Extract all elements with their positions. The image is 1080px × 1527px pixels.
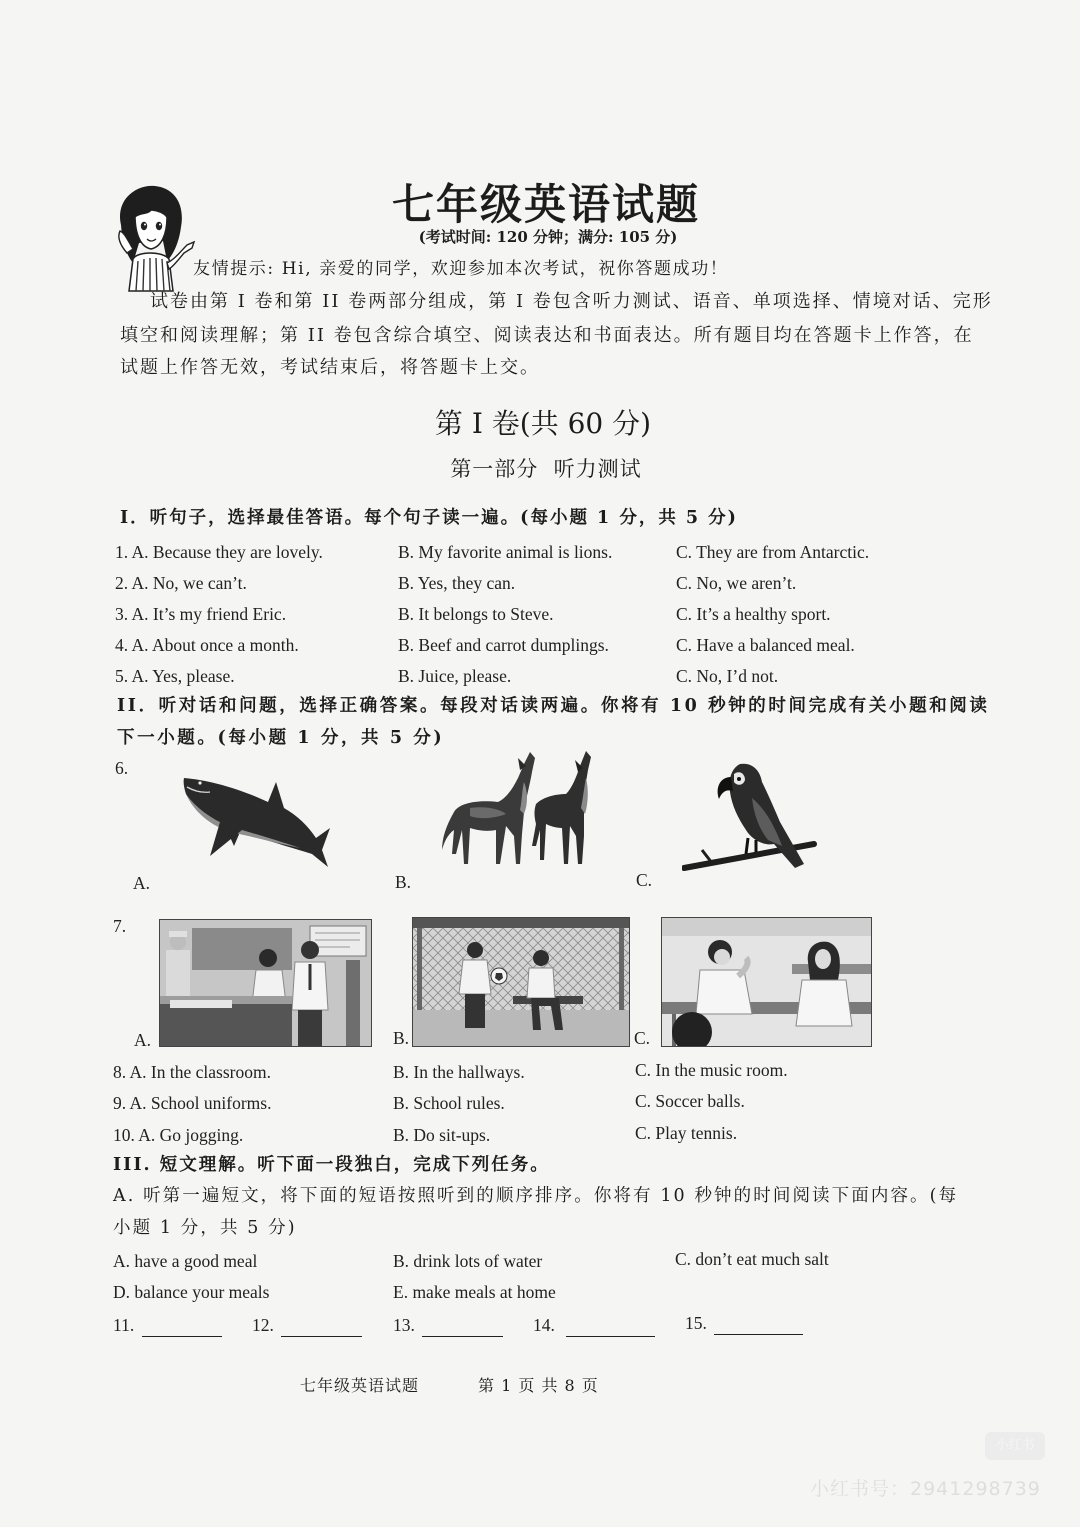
sitting-boy-head [533,950,549,966]
phrase-c: C. don’t eat much salt [675,1249,829,1269]
parrot-eye [737,777,741,781]
q8-option-a: 8. A. In the classroom. [113,1062,271,1082]
q8-option-b: B. In the hallways. [393,1062,525,1082]
section-2-instruction-line-1: II．听对话和问题，选择正确答案。每段对话读两遍。你将有 10 秒钟的时间完成有关小题和阅读 [117,696,990,716]
blank-14-line [566,1336,655,1337]
fence-post-right [619,928,624,1010]
cook-body [166,950,190,996]
q7-photo-classroom [662,918,871,1046]
q6-number: 6. [115,758,129,778]
standing-boy-shirt [459,960,491,994]
fence-post-left [417,928,422,1010]
intro-line-2: 填空和阅读理解；第 II 卷包含综合填空、阅读表达和书面表达。所有题目均在答题卡上作答，在 [120,325,974,346]
canteen-door-frame [346,960,360,1046]
q7-number: 7. [113,916,127,936]
phrase-a: A. have a good meal [113,1251,258,1271]
blank-12-number: 12. [252,1315,274,1335]
q6-shark-picture [180,770,330,870]
classroom-girl-face [815,949,831,969]
q10-option-b: B. Do sit-ups. [393,1125,491,1145]
q4-option-a: 4. A. About once a month. [115,635,299,655]
q6-label-b: B. [395,872,412,892]
cook-cap [169,931,187,937]
q3-option-a: 3. A. It’s my friend Eric. [115,604,287,624]
blank-15-line [714,1334,803,1335]
parrot-feet [746,838,756,854]
section-1-instruction: I．听句子，选择最佳答语。每个句子读一遍。(每小题 1 分，共 5 分) [120,508,738,528]
q2-option-c: C. No, we aren’t. [676,573,797,593]
classroom-girl-shirt [796,980,852,1026]
q6-wolves-picture [440,748,595,870]
q10-option-a: 10. A. Go jogging. [113,1125,244,1145]
standing-boy-head [467,942,483,958]
q9-option-a: 9. A. School uniforms. [113,1093,272,1113]
blank-12-line [281,1336,362,1337]
q10-option-c: C. Play tennis. [635,1123,738,1143]
q1-option-c: C. They are from Antarctic. [676,542,870,562]
canteen-window [192,928,292,970]
q4-option-b: B. Beef and carrot dumplings. [398,635,609,655]
volume-title: 第 I 卷(共 60 分) [434,407,652,440]
q7-photo-playground [413,918,629,1046]
task-a-instruction-line-2: 小题 1 分，共 5 分) [113,1218,297,1238]
boy-student-head [301,941,319,959]
q5-option-a: 5. A. Yes, please. [115,666,235,686]
footer-title: 七年级英语试题 [300,1376,420,1395]
section-2-instruction-line-2: 下一小题。(每小题 1 分，共 5 分) [117,728,445,748]
q7-photo-canteen [160,920,371,1046]
q7-label-a: A. [134,1030,152,1050]
standing-boy-legs [465,994,485,1028]
canteen-counter [160,1004,292,1046]
blank-11-line [142,1336,222,1337]
q6-parrot-picture [682,758,817,876]
q6-label-c: C. [636,870,653,890]
q6-label-a: A. [133,873,151,893]
task-a-instruction-line-1: A. 听第一遍短文，将下面的短语按照听到的顺序排序。你将有 10 秒钟的时间阅读下面内容。(每 [113,1186,959,1206]
classroom-board [662,918,871,936]
watermark-id: 小红书号：2941298739 [810,1478,1041,1500]
playground-roof-beam [413,918,629,928]
intro-line-3: 试题上作答无效，考试结束后，将答题卡上交。 [120,357,540,378]
friendly-tip: 友情提示: Hi, 亲爱的同学，欢迎参加本次考试，祝你答题成功！ [193,259,729,279]
exam-title: 七年级英语试题 [391,180,700,229]
q2-option-a: 2. A. No, we can’t. [115,573,247,593]
playground-ground [413,1010,629,1046]
classroom-boy-shirt [696,970,752,1014]
q7-label-b: B. [393,1028,410,1048]
q3-option-c: C. It’s a healthy sport. [676,604,831,624]
q4-option-c: C. Have a balanced meal. [676,635,855,655]
q7-label-c: C. [634,1028,651,1048]
footer-page-number: 第 1 页 共 8 页 [478,1376,599,1395]
blank-13-line [422,1336,503,1337]
q5-option-c: C. No, I’d not. [676,666,779,686]
q9-option-c: C. Soccer balls. [635,1091,745,1111]
phrase-d: D. balance your meals [113,1282,270,1302]
girl-body [129,253,173,291]
watermark-logo: 小红书 [985,1432,1045,1460]
blank-15-number: 15. [685,1313,707,1333]
q8-option-c: C. In the music room. [635,1060,788,1080]
shark-body [184,778,330,867]
shark-eye [198,781,201,784]
boy-student-legs [298,1010,322,1046]
phrase-b: B. drink lots of water [393,1251,543,1271]
classroom-boy-face [714,949,730,965]
q1-option-a: 1. A. Because they are lovely. [115,542,323,562]
blank-11-number: 11. [113,1315,135,1335]
sitting-boy-shirt [527,968,555,998]
q2-option-b: B. Yes, they can. [398,573,516,593]
q5-option-b: B. Juice, please. [398,666,512,686]
q9-option-b: B. School rules. [393,1093,505,1113]
section-3-instruction: III. 短文理解。听下面一段独白，完成下列任务。 [113,1155,550,1175]
q1-option-b: B. My favorite animal is lions. [398,542,613,562]
girl-student-head [259,949,277,967]
blank-14-number: 14. [533,1315,555,1335]
q3-option-b: B. It belongs to Steve. [398,604,554,624]
exam-time-and-score: (考试时间: 120 分钟；满分: 105 分) [418,228,678,246]
part-title: 第一部分 听力测试 [450,457,642,481]
intro-line-1: 试卷由第 I 卷和第 II 卷两部分组成，第 I 卷包含听力测试、语音、单项选择、情境对话、完形 [150,291,993,312]
phrase-e: E. make meals at home [393,1282,556,1302]
canteen-tray [170,1000,232,1008]
blank-13-number: 13. [393,1315,415,1335]
